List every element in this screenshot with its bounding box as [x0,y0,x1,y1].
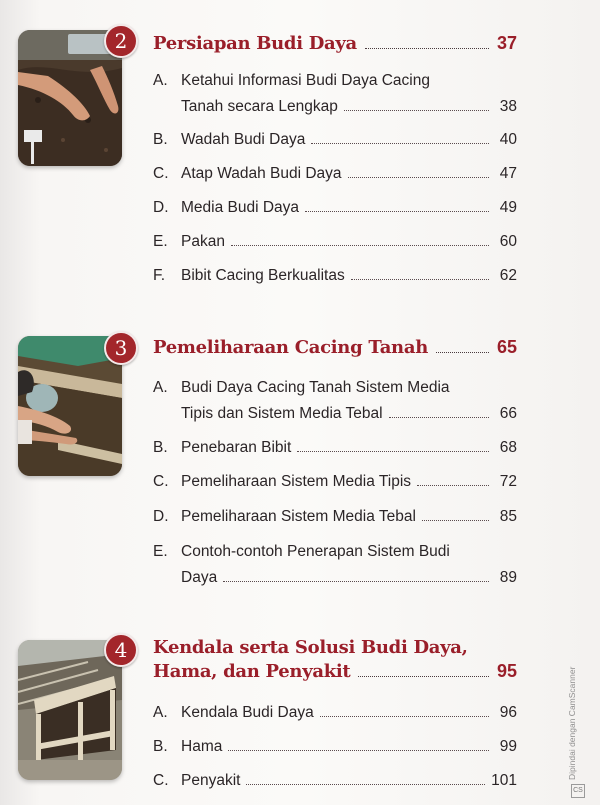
leader-dots [436,352,489,353]
item-title: Kendala Budi Daya [181,704,314,721]
chapter-2-title-row[interactable] [153,32,517,56]
chapter-2-page: 37 [496,33,517,53]
leader-dots [358,676,489,677]
item-letter: B. [153,131,168,148]
toc-item-2b[interactable] [153,127,517,153]
item-letter: C. [153,473,169,490]
item-title-line-1: Contoh-contoh Penerapan Sistem Budi [181,543,450,560]
item-page: 72 [499,473,517,490]
toc-item-4b[interactable] [153,734,517,760]
camscanner-logo-icon: CS [571,784,585,798]
toc-item-3c[interactable] [153,469,517,495]
leader-dots [422,520,489,521]
item-letter: D. [153,508,169,525]
chapter-4-number: 4 [114,638,128,662]
leader-dots [344,110,489,111]
leader-dots [365,48,489,49]
item-page: 40 [499,131,517,148]
camscanner-watermark [567,666,585,798]
chapter-4-number-badge [104,633,138,667]
item-page: 85 [499,508,517,525]
toc-item-4a[interactable] [153,700,517,726]
item-page: 99 [499,738,517,755]
toc-item-4c[interactable] [153,768,517,794]
item-title: Wadah Budi Daya [181,131,306,148]
chapter-3-page: 65 [496,337,517,357]
item-page: 60 [499,233,517,250]
leader-dots [297,451,489,452]
item-title: Media Budi Daya [181,199,300,216]
leader-dots [228,750,489,751]
item-letter: B. [153,738,168,755]
camscanner-text: Dipindai dengan CamScanner [567,666,577,780]
item-page: 47 [499,165,517,182]
item-page: 66 [499,405,517,422]
chapter-4-title-line-1: Kendala serta Solusi Budi Daya, [153,637,468,658]
chapter-4-page: 95 [496,661,517,681]
item-title: Bibit Cacing Berkualitas [181,267,345,284]
leader-dots [351,279,489,280]
item-title-line-1: Ketahui Informasi Budi Daya Cacing [181,72,430,89]
toc-item-3d[interactable] [153,504,517,530]
item-letter: A. [153,72,168,89]
item-title-line-2: Daya [181,569,218,586]
chapter-3-number-badge [104,331,138,365]
chapter-4-title-row[interactable] [153,660,517,684]
item-letter: C. [153,772,169,789]
item-letter: D. [153,199,169,216]
item-title: Atap Wadah Budi Daya [181,165,342,182]
leader-dots [231,245,489,246]
item-letter: E. [153,233,168,250]
item-title: Penebaran Bibit [181,439,292,456]
toc-item-3e[interactable] [153,539,517,591]
toc-item-2d[interactable] [153,195,517,221]
item-letter: C. [153,165,169,182]
item-letter: A. [153,379,168,396]
toc-item-2a[interactable] [153,68,517,120]
chapter-4-title-line-2: Hama, dan Penyakit [153,661,351,682]
item-title-line-1: Budi Daya Cacing Tanah Sistem Media [181,379,450,396]
item-title: Pemeliharaan Sistem Media Tipis [181,473,412,490]
leader-dots [389,417,489,418]
item-title-line-2: Tanah secara Lengkap [181,98,338,115]
toc-item-3b[interactable] [153,435,517,461]
item-title: Hama [181,738,223,755]
chapter-2-number: 2 [114,29,128,53]
item-page: 49 [499,199,517,216]
toc-item-2c[interactable] [153,161,517,187]
item-title: Penyakit [181,772,241,789]
item-title-line-2: Tipis dan Sistem Media Tebal [181,405,383,422]
item-letter: A. [153,704,168,721]
chapter-2-title: Persiapan Budi Daya [153,33,357,54]
item-page: 101 [491,772,517,789]
chapter-3-number: 3 [114,336,128,360]
leader-dots [348,177,489,178]
leader-dots [311,143,489,144]
item-page: 38 [499,98,517,115]
item-letter: E. [153,543,168,560]
item-page: 62 [499,267,517,284]
item-page: 68 [499,439,517,456]
item-letter: F. [153,267,166,284]
leader-dots [417,485,489,486]
chapter-4-photo [18,640,122,780]
item-page: 89 [499,569,517,586]
item-title: Pakan [181,233,225,250]
leader-dots [320,716,489,717]
chapter-2-number-badge [104,24,138,58]
chapter-3-title-row[interactable] [153,336,517,360]
chapter-3-title: Pemeliharaan Cacing Tanah [153,337,428,358]
leader-dots [223,581,489,582]
toc-item-2e[interactable] [153,229,517,255]
leader-dots [305,211,489,212]
leader-dots [246,784,485,785]
toc-item-2f[interactable] [153,263,517,289]
item-page: 96 [499,704,517,721]
item-letter: B. [153,439,168,456]
toc-item-3a[interactable] [153,375,517,427]
item-title: Pemeliharaan Sistem Media Tebal [181,508,416,525]
